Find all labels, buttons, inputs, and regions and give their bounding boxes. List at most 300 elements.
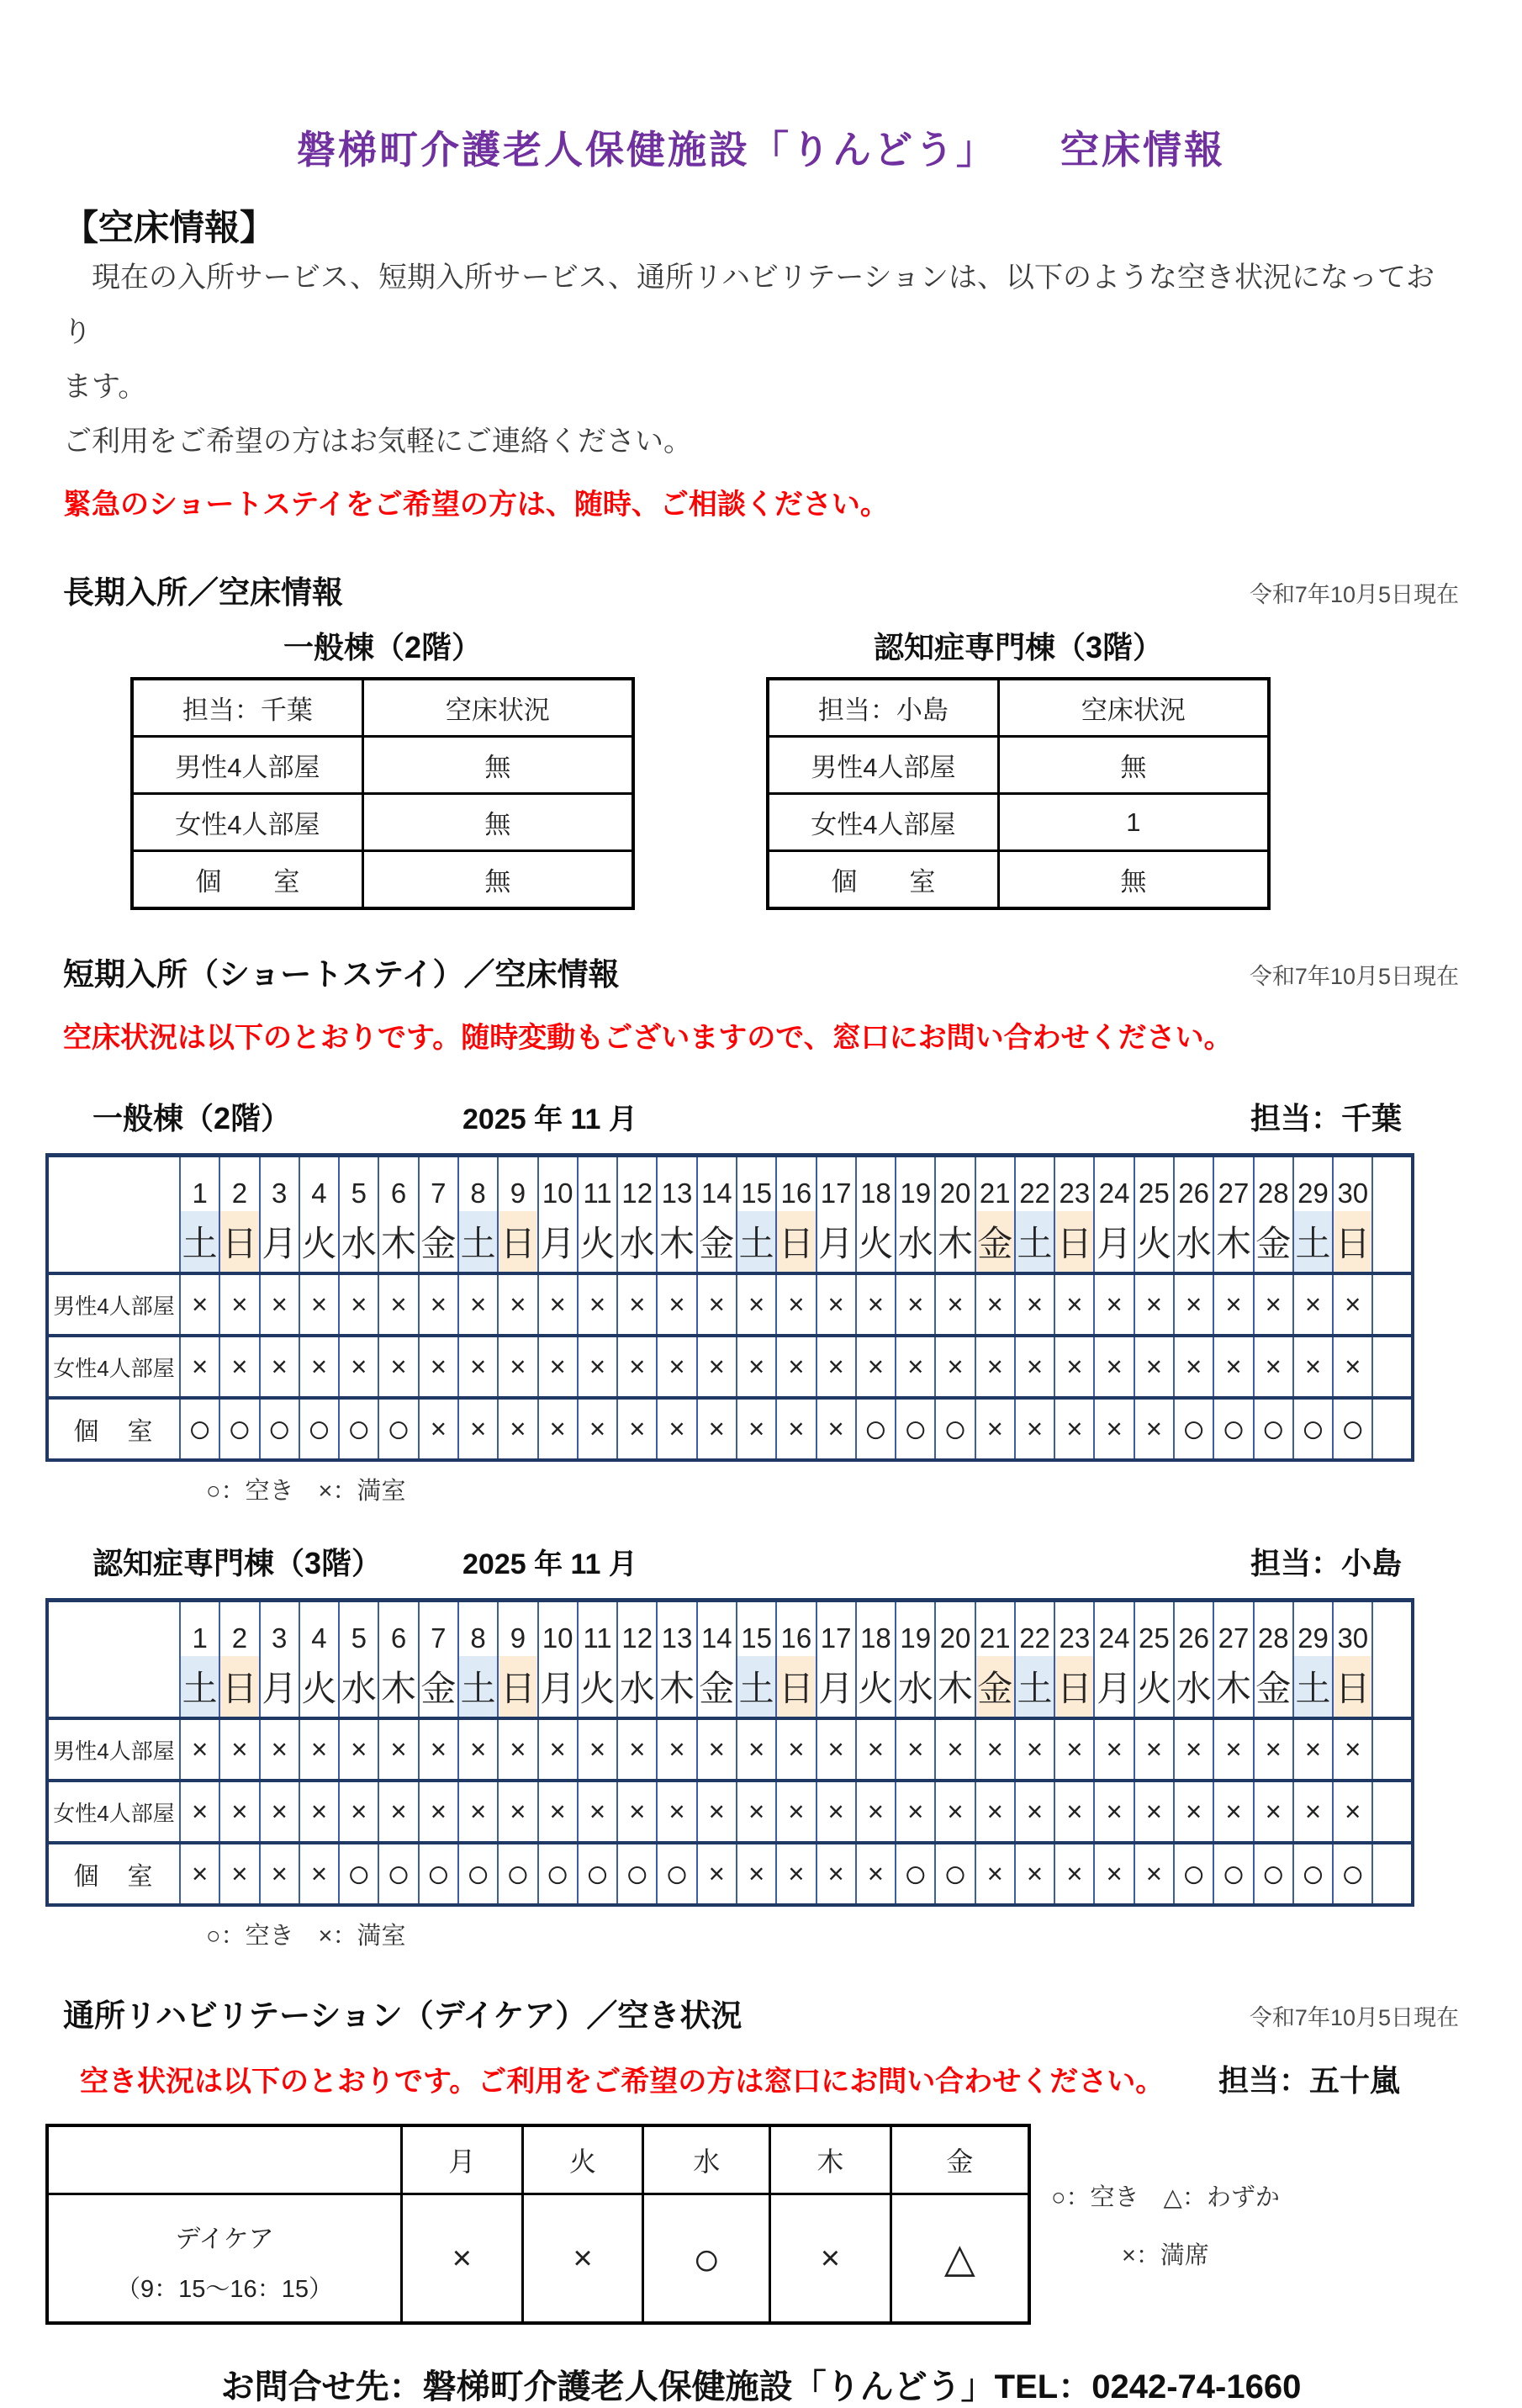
availability-cell: × xyxy=(1054,1336,1094,1398)
daycare-value-cell: × xyxy=(770,2194,891,2324)
daycare-room-label xyxy=(47,2194,402,2324)
availability-cell: × xyxy=(657,1398,696,1460)
availability-cell: × xyxy=(339,1336,378,1398)
availability-cell: × xyxy=(1015,1336,1054,1398)
room-label: 男性4人部屋 xyxy=(47,1273,180,1336)
availability-cell: × xyxy=(1333,1781,1372,1843)
room-status: 無 xyxy=(362,737,633,794)
availability-cell: × xyxy=(737,1336,776,1398)
availability-cell: × xyxy=(538,1781,578,1843)
availability-cell: × xyxy=(816,1718,856,1781)
calendar-weekday: 月 xyxy=(260,1656,299,1718)
availability-cell: × xyxy=(1094,1843,1134,1905)
calendar-weekday: 木 xyxy=(935,1656,975,1718)
calendar-weekday: 火 xyxy=(578,1211,617,1273)
calendar-date: 3 xyxy=(260,1601,299,1657)
room-label: 女性4人部屋 xyxy=(132,794,362,851)
calendar-date: 6 xyxy=(378,1601,418,1657)
availability-cell: × xyxy=(975,1336,1015,1398)
availability-cell: × xyxy=(935,1336,975,1398)
room-label: 女性4人部屋 xyxy=(768,794,998,851)
availability-cell: × xyxy=(219,1843,259,1905)
availability-cell: × xyxy=(1054,1718,1094,1781)
availability-cell: × xyxy=(1015,1718,1054,1781)
shortstay-calendar-table xyxy=(45,1598,1414,1907)
calendar-date: 10 xyxy=(538,1601,578,1657)
calendar-empty-cell xyxy=(1372,1843,1413,1905)
availability-cell: ○ xyxy=(339,1398,378,1460)
daycare-notice: 空き状況は以下のとおりです。ご利用をご希望の方は窓口にお問い合わせください。 xyxy=(80,2066,1165,2098)
calendar-weekday: 日 xyxy=(498,1656,537,1718)
availability-cell: × xyxy=(419,1273,458,1336)
shortstay-heading: 短期入所（ショートステイ）／空床情報 xyxy=(63,957,620,992)
availability-cell: × xyxy=(657,1336,696,1398)
availability-cell: × xyxy=(1293,1273,1333,1336)
calendar-date: 7 xyxy=(419,1156,458,1212)
calendar-room-row xyxy=(47,1336,1413,1398)
availability-cell: × xyxy=(1015,1843,1054,1905)
availability-cell: ○ xyxy=(1213,1843,1253,1905)
availability-cell: × xyxy=(299,1336,339,1398)
page-title: 磐梯町介護老人保健施設「りんどう」 空床情報 xyxy=(297,128,1225,172)
availability-cell: × xyxy=(1213,1336,1253,1398)
availability-cell: × xyxy=(737,1398,776,1460)
calendar-weekday-row xyxy=(47,1211,1413,1273)
table-header-row xyxy=(132,679,633,737)
availability-cell: × xyxy=(1174,1273,1213,1336)
availability-cell: × xyxy=(1254,1718,1293,1781)
availability-cell: × xyxy=(1015,1398,1054,1460)
availability-cell: × xyxy=(299,1843,339,1905)
calendar-weekday: 木 xyxy=(378,1656,418,1718)
availability-cell: × xyxy=(419,1398,458,1460)
room-label: 個 室 xyxy=(47,1398,180,1460)
availability-cell: × xyxy=(1094,1718,1134,1781)
daycare-legend-line2: ×：満席 xyxy=(1121,2241,1209,2269)
availability-cell: ○ xyxy=(578,1843,617,1905)
availability-cell: × xyxy=(657,1718,696,1781)
calendar-weekday: 日 xyxy=(1333,1656,1372,1718)
calendar-weekday: 月 xyxy=(816,1656,856,1718)
calendar-weekday: 水 xyxy=(1174,1656,1213,1718)
calendar-weekday: 日 xyxy=(219,1211,259,1273)
availability-cell: × xyxy=(339,1718,378,1781)
calendar-weekday: 金 xyxy=(419,1211,458,1273)
availability-cell: × xyxy=(498,1336,537,1398)
availability-cell: × xyxy=(1293,1336,1333,1398)
calendar-weekday: 土 xyxy=(737,1656,776,1718)
calendar-date: 20 xyxy=(935,1156,975,1212)
calendar-weekday: 月 xyxy=(538,1211,578,1273)
availability-cell: × xyxy=(737,1843,776,1905)
daycare-legend-line1: ○：空き △：わずか xyxy=(1051,2183,1280,2211)
room-label: 男性4人部屋 xyxy=(768,737,998,794)
calendar-date: 22 xyxy=(1015,1601,1054,1657)
room-label: 男性4人部屋 xyxy=(132,737,362,794)
availability-cell: × xyxy=(856,1336,896,1398)
room-status: 無 xyxy=(362,851,633,909)
availability-cell: × xyxy=(498,1781,537,1843)
availability-cell: × xyxy=(1015,1781,1054,1843)
longterm-general-ward xyxy=(130,624,635,910)
calendar-date: 19 xyxy=(896,1601,935,1657)
availability-cell: × xyxy=(1134,1273,1174,1336)
calendar-date: 14 xyxy=(697,1601,737,1657)
calendar-date: 8 xyxy=(458,1156,498,1212)
shortstay-notice: 空床状況は以下のとおりです。随時変動もございますので、窓口にお問い合わせください。 xyxy=(63,1022,1233,1054)
room-label: 女性4人部屋 xyxy=(47,1781,180,1843)
availability-cell: × xyxy=(816,1843,856,1905)
calendar-empty-cell xyxy=(1372,1211,1413,1273)
calendar-date: 9 xyxy=(498,1601,537,1657)
daycare-day-header: 水 xyxy=(643,2125,770,2194)
calendar1-month-label: 2025 年 11 月 xyxy=(462,1103,637,1135)
availability-cell: × xyxy=(1293,1718,1333,1781)
daycare-section-header xyxy=(63,1990,1459,2035)
calendar-weekday: 土 xyxy=(180,1656,219,1718)
calendar-date: 15 xyxy=(737,1156,776,1212)
availability-cell: × xyxy=(419,1781,458,1843)
availability-cell: × xyxy=(896,1718,935,1781)
calendar-weekday: 金 xyxy=(419,1656,458,1718)
daycare-corner-cell xyxy=(47,2125,402,2194)
daycare-table-row xyxy=(45,2124,1459,2325)
availability-cell: × xyxy=(260,1718,299,1781)
calendar-weekday: 木 xyxy=(1213,1656,1253,1718)
availability-cell: × xyxy=(1213,1273,1253,1336)
calendar-date: 21 xyxy=(975,1601,1015,1657)
availability-cell: × xyxy=(378,1273,418,1336)
availability-cell: × xyxy=(975,1781,1015,1843)
calendar-corner-cell xyxy=(47,1156,180,1274)
availability-cell: × xyxy=(617,1273,657,1336)
availability-cell: × xyxy=(896,1273,935,1336)
room-label: 男性4人部屋 xyxy=(47,1718,180,1781)
availability-cell: ○ xyxy=(896,1843,935,1905)
availability-cell: ○ xyxy=(378,1398,418,1460)
table-header-row xyxy=(768,679,1269,737)
calendar-date: 1 xyxy=(180,1156,219,1212)
calendar-empty-cell xyxy=(1372,1156,1413,1212)
calendar-weekday: 木 xyxy=(1213,1211,1253,1273)
availability-cell: × xyxy=(419,1718,458,1781)
calendar-weekday: 日 xyxy=(776,1211,816,1273)
availability-cell: ○ xyxy=(1213,1398,1253,1460)
availability-cell: × xyxy=(458,1398,498,1460)
availability-cell: × xyxy=(378,1336,418,1398)
calendar-empty-cell xyxy=(1372,1718,1413,1781)
calendar-date: 27 xyxy=(1213,1601,1253,1657)
calendar-weekday: 火 xyxy=(1134,1656,1174,1718)
availability-cell: ○ xyxy=(856,1398,896,1460)
general-ward-table xyxy=(130,677,635,910)
calendar-weekday: 水 xyxy=(1174,1211,1213,1273)
availability-cell: × xyxy=(776,1718,816,1781)
availability-cell: × xyxy=(1094,1781,1134,1843)
daycare-day-header: 金 xyxy=(890,2125,1029,2194)
availability-cell: × xyxy=(538,1718,578,1781)
availability-cell: × xyxy=(339,1781,378,1843)
calendar-date: 2 xyxy=(219,1601,259,1657)
availability-cell: ○ xyxy=(617,1843,657,1905)
calendar-date: 8 xyxy=(458,1601,498,1657)
availability-cell: × xyxy=(737,1718,776,1781)
availability-cell: ○ xyxy=(219,1398,259,1460)
longterm-dementia-ward xyxy=(766,624,1271,910)
calendar-weekday: 月 xyxy=(1094,1656,1134,1718)
availability-cell: ○ xyxy=(1174,1843,1213,1905)
availability-cell: × xyxy=(458,1718,498,1781)
calendar-weekday: 月 xyxy=(816,1211,856,1273)
dementia-ward-title: 認知症専門棟（3階） xyxy=(873,630,1164,664)
longterm-tables-row xyxy=(63,624,1459,910)
availability-cell: × xyxy=(339,1273,378,1336)
calendar-room-row xyxy=(47,1843,1413,1905)
calendar-weekday: 月 xyxy=(260,1211,299,1273)
availability-cell: ○ xyxy=(538,1843,578,1905)
calendar-date: 10 xyxy=(538,1156,578,1212)
calendar-date: 28 xyxy=(1254,1601,1293,1657)
status-header-cell: 空床状況 xyxy=(362,679,633,737)
status-header-cell: 空床状況 xyxy=(998,679,1269,737)
calendar-weekday: 火 xyxy=(856,1656,896,1718)
calendar-corner-cell xyxy=(47,1601,180,1719)
calendar-weekday: 火 xyxy=(856,1211,896,1273)
availability-cell: × xyxy=(538,1398,578,1460)
availability-cell: × xyxy=(1134,1398,1174,1460)
daycare-room-hours: （9：15～16：15） xyxy=(116,2275,333,2303)
availability-cell: × xyxy=(219,1718,259,1781)
daycare-asof-date: 令和7年10月5日現在 xyxy=(1249,2005,1459,2030)
table-row xyxy=(132,794,633,851)
availability-cell: ○ xyxy=(180,1398,219,1460)
availability-cell: × xyxy=(538,1273,578,1336)
availability-cell: × xyxy=(578,1718,617,1781)
calendar-date: 30 xyxy=(1333,1601,1372,1657)
calendar-date: 17 xyxy=(816,1156,856,1212)
availability-cell: × xyxy=(776,1336,816,1398)
calendar2-staff-label: 担当：小島 xyxy=(1250,1546,1402,1580)
calendar1-ward-title: 一般棟（2階） xyxy=(92,1101,292,1135)
room-label: 個 室 xyxy=(132,851,362,909)
availability-cell: × xyxy=(896,1781,935,1843)
daycare-legend xyxy=(1051,2178,1280,2271)
availability-cell: ○ xyxy=(657,1843,696,1905)
calendar1-legend: ○：空き ×：満室 xyxy=(206,1478,406,1505)
calendar-date: 17 xyxy=(816,1601,856,1657)
room-label: 女性4人部屋 xyxy=(47,1336,180,1398)
calendar-date: 23 xyxy=(1054,1156,1094,1212)
calendar-weekday: 日 xyxy=(1333,1211,1372,1273)
shortstay-calendar-table xyxy=(45,1153,1414,1462)
daycare-notice-row xyxy=(63,2057,1459,2105)
calendar-date: 11 xyxy=(578,1156,617,1212)
room-status: 無 xyxy=(998,737,1269,794)
daycare-heading: 通所リハビリテーション（デイケア）／空き状況 xyxy=(63,1998,743,2033)
calendar-weekday: 土 xyxy=(1293,1656,1333,1718)
calendar-weekday: 水 xyxy=(339,1656,378,1718)
calendar-date: 14 xyxy=(697,1156,737,1212)
daycare-staff-label: 担当：五十嵐 xyxy=(1218,2063,1400,2098)
calendar-weekday: 日 xyxy=(219,1656,259,1718)
intro-line-1: 現在の入所サービス、短期入所サービス、通所リハビリテーションは、以下のような空き状況になっており xyxy=(63,262,1435,348)
availability-cell: × xyxy=(896,1336,935,1398)
availability-cell: × xyxy=(578,1398,617,1460)
availability-cell: ○ xyxy=(935,1398,975,1460)
intro-line-2: ます。 xyxy=(63,371,147,403)
availability-cell: × xyxy=(1254,1781,1293,1843)
calendar-empty-cell xyxy=(1372,1656,1413,1718)
room-status: 無 xyxy=(998,851,1269,909)
availability-cell: × xyxy=(816,1336,856,1398)
calendar-date: 7 xyxy=(419,1601,458,1657)
availability-cell: × xyxy=(299,1273,339,1336)
calendar1-container xyxy=(45,1153,1459,1462)
availability-cell: × xyxy=(617,1398,657,1460)
availability-cell: × xyxy=(498,1273,537,1336)
footer-contact: お問合せ先：磐梯町介護老人保健施設「りんどう」TEL：0242-74-1660 xyxy=(220,2368,1302,2405)
availability-cell: × xyxy=(260,1781,299,1843)
calendar-weekday: 木 xyxy=(935,1211,975,1273)
daycare-value-cell: × xyxy=(402,2194,523,2324)
availability-cell: × xyxy=(1054,1843,1094,1905)
availability-cell: × xyxy=(856,1273,896,1336)
calendar-date: 23 xyxy=(1054,1601,1094,1657)
calendar-date: 2 xyxy=(219,1156,259,1212)
availability-cell: × xyxy=(737,1781,776,1843)
availability-cell: × xyxy=(856,1781,896,1843)
availability-cell: ○ xyxy=(896,1398,935,1460)
availability-cell: × xyxy=(935,1781,975,1843)
calendar-date: 9 xyxy=(498,1156,537,1212)
calendar-weekday: 水 xyxy=(896,1211,935,1273)
calendar-date: 26 xyxy=(1174,1156,1213,1212)
availability-cell: × xyxy=(816,1781,856,1843)
table-row xyxy=(768,737,1269,794)
availability-cell: × xyxy=(1134,1718,1174,1781)
calendar-date: 4 xyxy=(299,1601,339,1657)
calendar-date: 25 xyxy=(1134,1156,1174,1212)
calendar-date: 1 xyxy=(180,1601,219,1657)
calendar1-title-row xyxy=(63,1095,1459,1138)
availability-cell: × xyxy=(1134,1781,1174,1843)
calendar-weekday: 金 xyxy=(1254,1656,1293,1718)
calendar-weekday-row xyxy=(47,1656,1413,1718)
calendar-weekday: 火 xyxy=(299,1656,339,1718)
calendar-weekday: 水 xyxy=(617,1656,657,1718)
availability-cell: × xyxy=(975,1718,1015,1781)
calendar-weekday: 土 xyxy=(458,1211,498,1273)
calendar-date: 26 xyxy=(1174,1601,1213,1657)
room-label: 個 室 xyxy=(47,1843,180,1905)
availability-cell: × xyxy=(935,1718,975,1781)
availability-cell: × xyxy=(1254,1336,1293,1398)
availability-cell: × xyxy=(816,1398,856,1460)
calendar-room-row xyxy=(47,1398,1413,1460)
calendar-weekday: 木 xyxy=(378,1211,418,1273)
calendar-date: 30 xyxy=(1333,1156,1372,1212)
availability-cell: × xyxy=(776,1781,816,1843)
calendar-room-row xyxy=(47,1718,1413,1781)
calendar-date-row xyxy=(47,1156,1413,1212)
daycare-room-name: デイケア xyxy=(175,2225,274,2253)
daycare-value-cell: ○ xyxy=(643,2194,770,2324)
calendar-weekday: 日 xyxy=(498,1211,537,1273)
availability-cell: × xyxy=(578,1781,617,1843)
calendar-weekday: 木 xyxy=(657,1656,696,1718)
availability-cell: × xyxy=(299,1718,339,1781)
calendar2-title-row xyxy=(63,1540,1459,1583)
calendar-date: 6 xyxy=(378,1156,418,1212)
availability-cell: ○ xyxy=(1254,1843,1293,1905)
calendar-weekday: 日 xyxy=(1054,1211,1094,1273)
calendar-weekday: 金 xyxy=(975,1211,1015,1273)
availability-cell: × xyxy=(697,1718,737,1781)
availability-cell: × xyxy=(180,1336,219,1398)
longterm-asof-date: 令和7年10月5日現在 xyxy=(1249,582,1459,607)
availability-cell: × xyxy=(1094,1398,1134,1460)
calendar1-staff-label: 担当：千葉 xyxy=(1250,1101,1402,1135)
general-ward-title: 一般棟（2階） xyxy=(283,630,483,664)
availability-cell: × xyxy=(458,1273,498,1336)
availability-cell: × xyxy=(578,1273,617,1336)
availability-cell: ○ xyxy=(1293,1398,1333,1460)
calendar-weekday: 金 xyxy=(697,1211,737,1273)
availability-cell: × xyxy=(219,1336,259,1398)
intro-line-3: ご利用をご希望の方はお気軽にご連絡ください。 xyxy=(63,426,692,458)
calendar-date: 13 xyxy=(657,1156,696,1212)
calendar-date: 25 xyxy=(1134,1601,1174,1657)
daycare-header-row xyxy=(47,2125,1029,2194)
calendar2-month-label: 2025 年 11 月 xyxy=(462,1548,637,1580)
calendar-weekday: 金 xyxy=(975,1656,1015,1718)
availability-cell: × xyxy=(378,1781,418,1843)
calendar-weekday: 土 xyxy=(1015,1656,1054,1718)
availability-cell: × xyxy=(299,1781,339,1843)
availability-cell: × xyxy=(1174,1781,1213,1843)
availability-cell: × xyxy=(1015,1273,1054,1336)
calendar-empty-cell xyxy=(1372,1601,1413,1657)
calendar-date: 29 xyxy=(1293,1156,1333,1212)
availability-cell: × xyxy=(1293,1781,1333,1843)
longterm-section-header xyxy=(63,567,1459,612)
availability-cell: × xyxy=(1054,1398,1094,1460)
availability-cell: × xyxy=(935,1273,975,1336)
calendar-weekday: 土 xyxy=(1015,1211,1054,1273)
daycare-value-cell: △ xyxy=(890,2194,1029,2324)
availability-cell: × xyxy=(657,1273,696,1336)
calendar-weekday: 月 xyxy=(1094,1211,1134,1273)
calendar-room-row xyxy=(47,1781,1413,1843)
room-label: 個 室 xyxy=(768,851,998,909)
daycare-day-header: 火 xyxy=(522,2125,643,2194)
calendar-date: 28 xyxy=(1254,1156,1293,1212)
availability-cell: × xyxy=(1333,1273,1372,1336)
calendar-date: 27 xyxy=(1213,1156,1253,1212)
calendar-weekday: 土 xyxy=(458,1656,498,1718)
daycare-day-header: 月 xyxy=(402,2125,523,2194)
availability-cell: × xyxy=(617,1718,657,1781)
availability-cell: × xyxy=(776,1273,816,1336)
availability-cell: × xyxy=(260,1336,299,1398)
availability-cell: × xyxy=(180,1273,219,1336)
availability-cell: × xyxy=(1333,1718,1372,1781)
availability-cell: × xyxy=(1094,1336,1134,1398)
calendar-date: 24 xyxy=(1094,1156,1134,1212)
calendar-date: 18 xyxy=(856,1601,896,1657)
availability-cell: ○ xyxy=(458,1843,498,1905)
calendar-empty-cell xyxy=(1372,1398,1413,1460)
